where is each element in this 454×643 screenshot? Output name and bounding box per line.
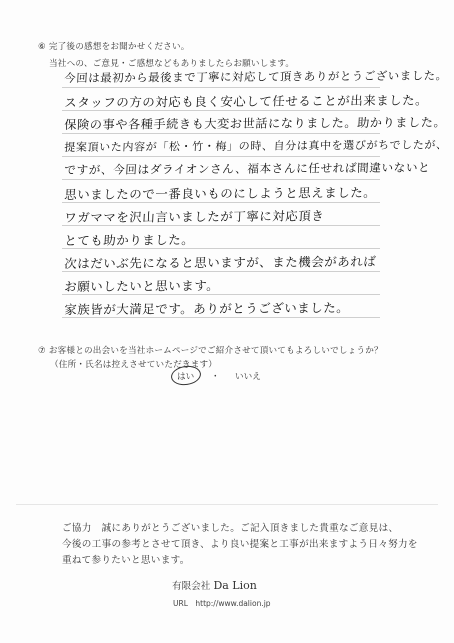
option-separator: ・ [211,372,220,382]
handwritten-line: 提案頂いた内容が「松・竹・梅」の時、自分は真中を選びがちでしたが、 [64,138,448,155]
handwritten-line: とても助かりました。 [64,232,195,249]
handwritten-line: 次はだいぶ先になると思いますが、また機会があれば [64,253,377,272]
handwritten-line: 思いましたので一番良いものにしようと思えました。 [64,184,377,203]
section6-subtext: 当社への、ご意見・ご感想などもありましたらお願いします。 [49,59,295,69]
footer-line-2: 今後の工事の参考とさせて頂き、より良い提案と工事が出来ますよう日々努力を [62,539,418,550]
handwritten-line: 保険の事や各種手続きも大変お世話になりました。助かりました。 [64,115,447,133]
company-brand: Da Lion [213,579,257,592]
handwritten-line: 今回は最初から最後まで丁寧に対応して頂きありがとうございました。 [64,68,449,86]
section7-note: （住所・氏名は控えさせていただきます） [50,360,218,370]
footer-line-3: 重ねて参りたいと思います。 [62,555,190,566]
company-name [172,578,257,592]
ruled-line [62,156,380,157]
footer-divider [16,504,438,505]
handwritten-line: 家族皆が大満足です。ありがとうございました。 [64,300,350,318]
option-yes[interactable]: はい [177,372,195,382]
footer-line-1: ご協力 誠にありがとうございました。ご記入頂きました貴重なご意見は、 [62,523,399,534]
handwritten-line: スタッフの方の対応も良く安心して任せることが出来ました。 [64,92,429,111]
option-no[interactable]: いいえ [235,372,261,382]
handwritten-line: お願いしたいと思います。 [64,277,220,295]
company-prefix: 有限会社 [172,581,211,592]
ruled-line [62,179,380,180]
ruled-line [62,87,380,88]
section7-question: ⑦ お客様との出会いを当社ホームページでご紹介させて頂いてもよろしいでしょうか？ [38,346,383,356]
handwritten-line: ワガママを沢山言いましたが丁寧に対応頂き [64,208,325,226]
section6-question: ⑥ 完了後の感想をお聞かせください。 [38,42,190,52]
company-url[interactable]: URL http://www.dalion.jp [173,599,271,608]
ruled-line [62,133,380,134]
handwritten-line: ですが、今回はダライオンさん、福本さんに任せれば間違いないと [64,160,431,178]
